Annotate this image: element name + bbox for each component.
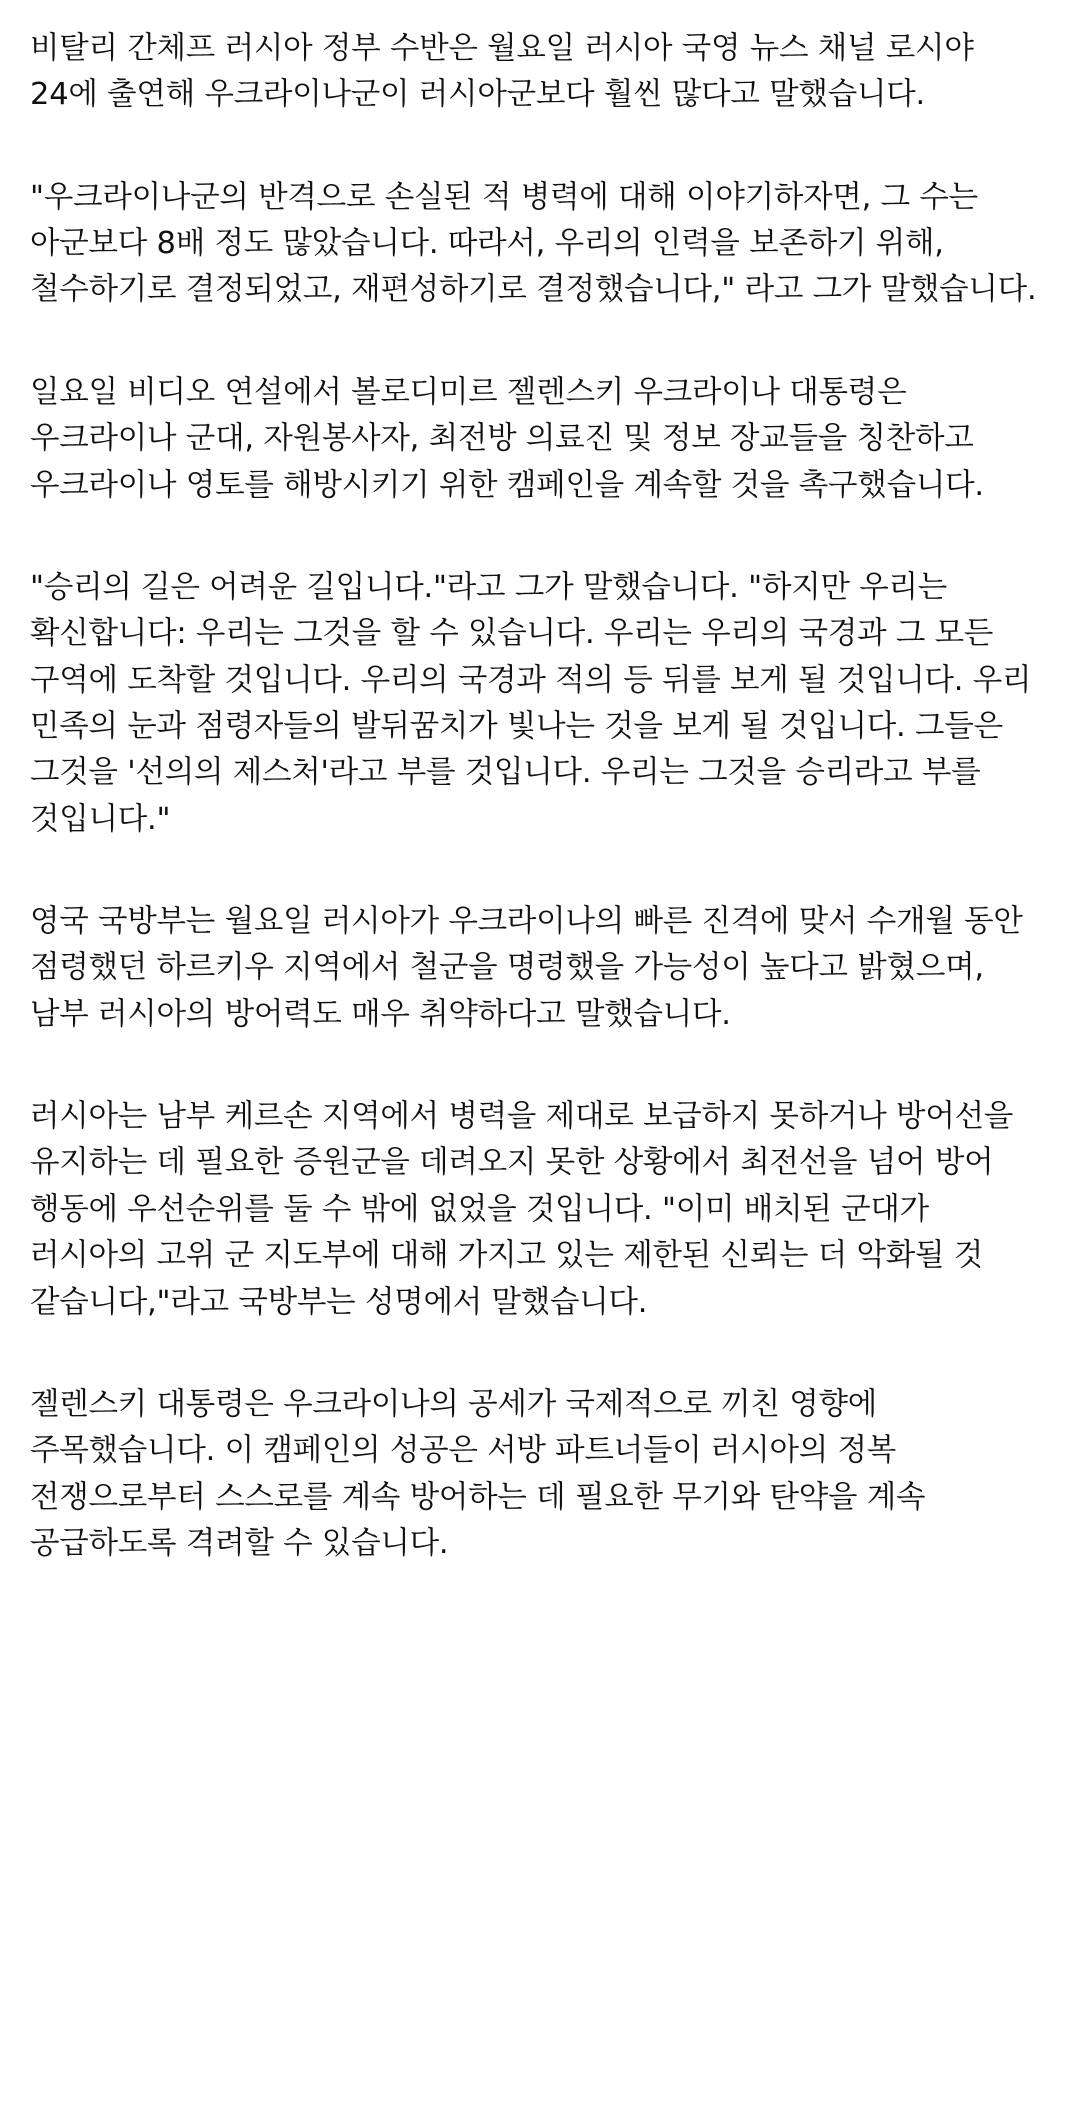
article-paragraph: "승리의 길은 어려운 길입니다."라고 그가 말했습니다. "하지만 우리는 확신합니다: 우리는 그것을 할 수 있습니다. 우리는 우리의 국경과 그 모든 구역에 도착할 것입니다. 우리의 국경과 적의 등 뒤를 보게 될 것입니다. 우리 민족의 눈과 점령자들의 발뒤꿈치가 빛나는 것을 보게 될 것입니다. 그들은 그것을 '선의의 제스처'라고 부를 것입니다. 우리는 그것을 승리라고 부를 것입니다.": [30, 569, 1032, 837]
article-paragraph: "우크라이나군의 반격으로 손실된 적 병력에 대해 이야기하자면, 그 수는 아군보다 8배 정도 많았습니다. 따라서, 우리의 인력을 보존하기 위해, 철수하기로 결정되었고, 재편성하기로 결정했습니다," 라고 그가 말했습니다.: [30, 179, 1037, 308]
article-paragraph: 일요일 비디오 연설에서 볼로디미르 젤렌스키 우크라이나 대통령은 우크라이나 군대, 자원봉사자, 최전방 의료진 및 정보 장교들을 칭찬하고 우크라이나 영토를 해방시키기 위한 캠페인을 계속할 것을 촉구했습니다.: [30, 374, 984, 503]
article-paragraph: 러시아는 남부 케르손 지역에서 병력을 제대로 보급하지 못하거나 방어선을 유지하는 데 필요한 증원군을 데려오지 못한 상황에서 최전선을 넘어 방어 행동에 우선순위를 둘 수 밖에 없었을 것입니다. "이미 배치된 군대가 러시아의 고위 군 지도부에 대해 가지고 있는 제한된 신뢰는 더 악화될 것 같습니다,"라고 국방부는 성명에서 말했습니다.: [30, 1099, 1014, 1320]
article-paragraph: 영국 국방부는 월요일 러시아가 우크라이나의 빠른 진격에 맞서 수개월 동안 점령했던 하르키우 지역에서 철군을 명령했을 가능성이 높다고 밝혔으며, 남부 러시아의 방어력도 매우 취약하다고 말했습니다.: [30, 904, 1023, 1032]
article-paragraph: 비탈리 간체프 러시아 정부 수반은 월요일 러시아 국영 뉴스 채널 로시야 24에 출연해 우크라이나군이 러시아군보다 훨씬 많다고 말했습니다.: [30, 31, 974, 113]
article-paragraph: 젤렌스키 대통령은 우크라이나의 공세가 국제적으로 끼친 영향에 주목했습니다. 이 캠페인의 성공은 서방 파트너들이 러시아의 정복 전쟁으로부터 스스로를 계속 방어하는 데 필요한 무기와 탄약을 계속 공급하도록 격려할 수 있습니다.: [30, 1386, 926, 1561]
